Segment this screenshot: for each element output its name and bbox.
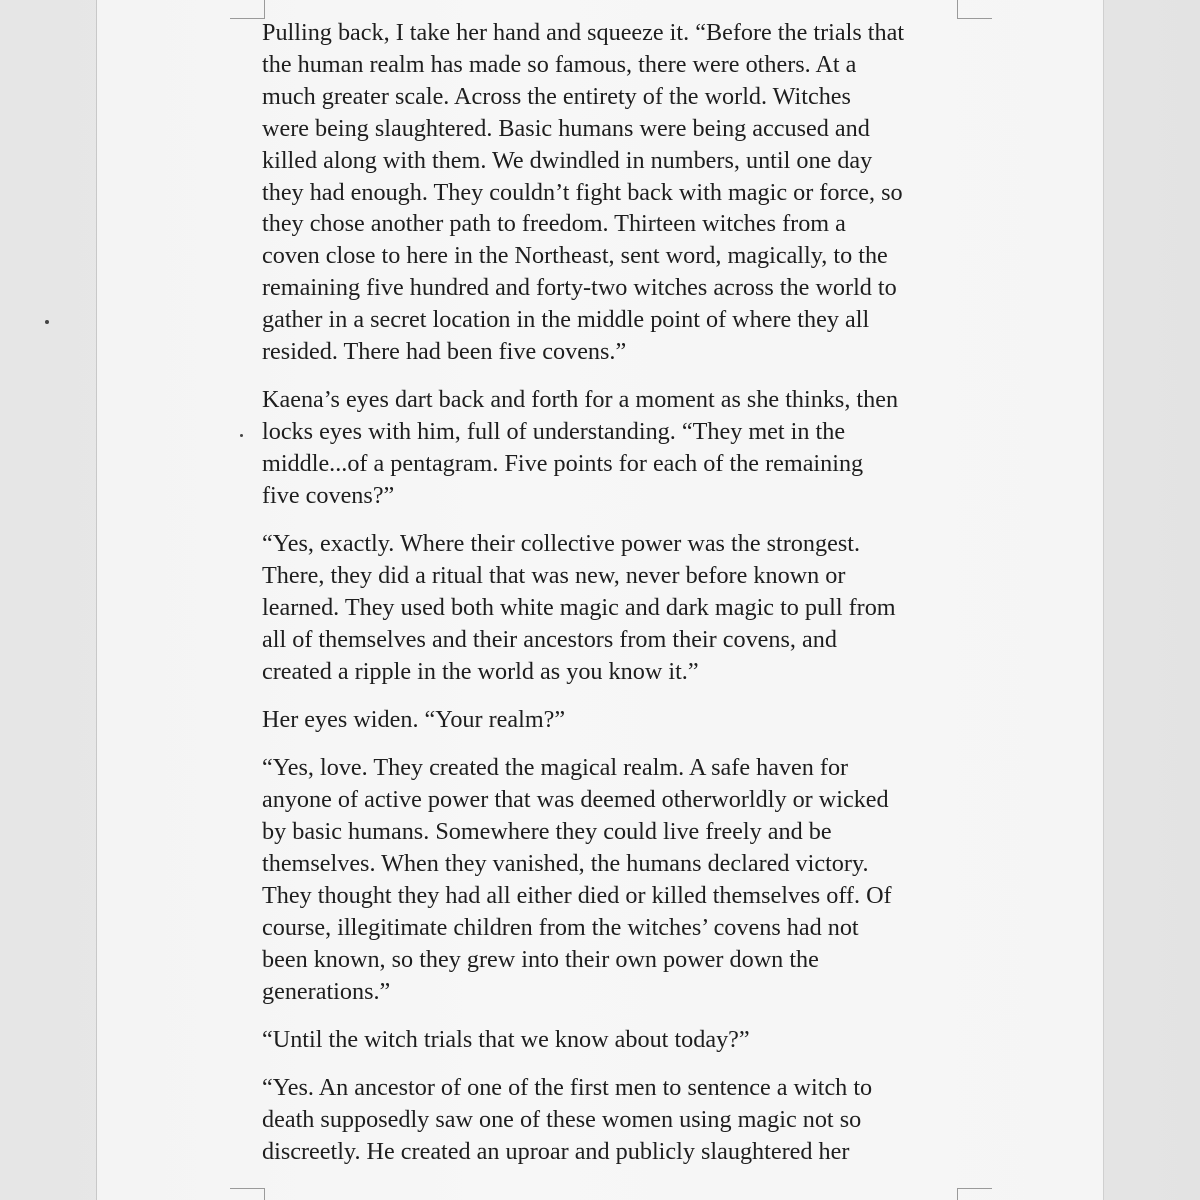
body-paragraph <box>262 752 962 1007</box>
text-line: the human realm has made so famous, there were others. At a <box>262 50 857 78</box>
body-paragraph <box>262 1072 962 1168</box>
text-line: by basic humans. Somewhere they could live freely and be <box>262 818 832 846</box>
body-paragraph <box>262 384 962 512</box>
text-line: learned. They used both white magic and dark magic to pull from <box>262 594 896 621</box>
dust-speck <box>45 320 49 324</box>
text-line: “Yes. An ancestor of one of the first men to sentence a witch to <box>262 1073 873 1101</box>
crop-mark-top-left <box>230 0 265 19</box>
text-line: were being slaughtered. Basic humans were being accused and <box>262 114 870 142</box>
text-line: locks eyes with him, full of understanding. “They met in the <box>262 418 846 446</box>
text-line: much greater scale. Across the entirety of the world. Witches <box>262 82 851 110</box>
text-line: coven close to here in the Northeast, sent word, magically, to the <box>262 242 888 270</box>
text-line: middle...of a pentagram. Five points for each of the remaining <box>262 450 864 478</box>
text-line: Her eyes widen. “Your realm?” <box>262 706 566 734</box>
text-line: generations.” <box>262 977 391 1005</box>
text-line: “Yes, exactly. Where their collective power was the strongest. <box>262 530 861 558</box>
body-paragraph <box>262 704 962 736</box>
text-line: created a ripple in the world as you know it.” <box>262 657 699 685</box>
text-line: they chose another path to freedom. Thirteen witches from a <box>262 210 846 238</box>
text-line: There, they did a ritual that was new, never before known or <box>262 562 846 590</box>
document-body <box>262 17 962 1184</box>
crop-mark-bottom-left <box>230 1188 265 1200</box>
body-paragraph <box>262 17 962 368</box>
body-paragraph <box>262 1024 962 1056</box>
text-line: They thought they had all either died or killed themselves off. Of <box>262 881 892 909</box>
text-line: themselves. When they vanished, the humans declared victory. <box>262 849 869 877</box>
text-line: all of themselves and their ancestors from their covens, and <box>262 625 837 653</box>
text-line: gather in a secret location in the middle point of where they all <box>262 306 870 334</box>
text-line: they had enough. They couldn’t fight back with magic or force, so <box>262 178 903 206</box>
text-line: resided. There had been five covens.” <box>262 338 627 366</box>
text-line: “Until the witch trials that we know about today?” <box>262 1025 750 1053</box>
text-line: discreetly. He created an uproar and publicly slaughtered her <box>262 1137 850 1165</box>
body-paragraph <box>262 528 962 688</box>
crop-mark-top-right <box>957 0 992 19</box>
text-line: five covens?” <box>262 481 395 509</box>
text-line: death supposedly saw one of these women using magic not so <box>262 1105 862 1133</box>
text-line: killed along with them. We dwindled in numbers, until one day <box>262 146 873 174</box>
dust-speck <box>240 434 243 437</box>
text-line: remaining five hundred and forty-two witches across the world to <box>262 274 897 302</box>
text-line: course, illegitimate children from the witches’ covens had not <box>262 913 859 941</box>
text-line: “Yes, love. They created the magical realm. A safe haven for <box>262 754 849 782</box>
text-line: anyone of active power that was deemed otherworldly or wicked <box>262 786 889 814</box>
text-line: Kaena’s eyes dart back and forth for a moment as she thinks, then <box>262 386 899 414</box>
crop-mark-bottom-right <box>957 1188 992 1200</box>
text-line: been known, so they grew into their own power down the <box>262 945 819 973</box>
text-line: Pulling back, I take her hand and squeeze it. “Before the trials that <box>262 19 905 46</box>
